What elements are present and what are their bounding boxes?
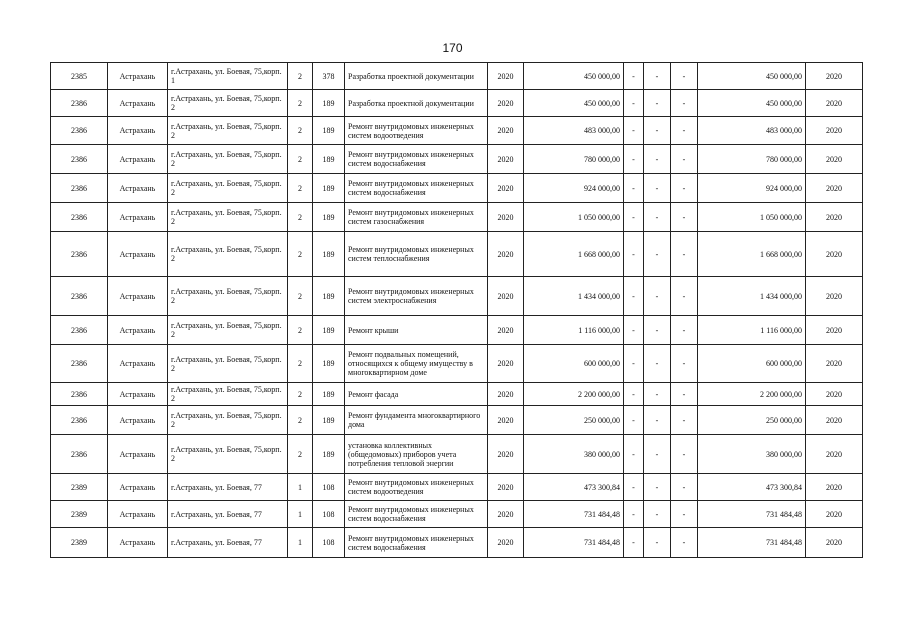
work-type-cell: Ремонт внутридомовых инженерных систем водоотведения bbox=[345, 117, 488, 145]
dash-2-cell: - bbox=[644, 232, 671, 277]
city-cell: Астрахань bbox=[108, 277, 168, 316]
work-type-cell: Ремонт внутридомовых инженерных систем газоснабжения bbox=[345, 203, 488, 232]
building-count-cell: 2 bbox=[288, 435, 313, 474]
dash-3-cell: - bbox=[671, 501, 698, 528]
dash-1-cell: - bbox=[624, 406, 644, 435]
city-cell: Астрахань bbox=[108, 501, 168, 528]
total-amount-cell: 924 000,00 bbox=[698, 174, 806, 203]
building-count-cell: 2 bbox=[288, 117, 313, 145]
address-cell: г.Астрахань, ул. Боевая, 77 bbox=[168, 474, 288, 501]
dash-2-cell: - bbox=[644, 345, 671, 383]
end-year-cell: 2020 bbox=[806, 232, 863, 277]
dash-2-cell: - bbox=[644, 203, 671, 232]
row-id-cell: 2386 bbox=[51, 203, 108, 232]
city-cell: Астрахань bbox=[108, 232, 168, 277]
building-count-cell: 2 bbox=[288, 345, 313, 383]
dash-1-cell: - bbox=[624, 203, 644, 232]
dash-1-cell: - bbox=[624, 528, 644, 558]
table-row bbox=[51, 383, 863, 406]
year-cell: 2020 bbox=[488, 406, 524, 435]
row-id-cell: 2386 bbox=[51, 435, 108, 474]
total-amount-cell: 450 000,00 bbox=[698, 90, 806, 117]
amount-cell: 473 300,84 bbox=[524, 474, 624, 501]
total-amount-cell: 780 000,00 bbox=[698, 145, 806, 174]
table-row bbox=[51, 345, 863, 383]
dash-3-cell: - bbox=[671, 203, 698, 232]
dash-3-cell: - bbox=[671, 145, 698, 174]
address-cell: г.Астрахань, ул. Боевая, 75,корп. 2 bbox=[168, 232, 288, 277]
table-row bbox=[51, 203, 863, 232]
building-count-cell: 2 bbox=[288, 406, 313, 435]
address-cell: г.Астрахань, ул. Боевая, 75,корп. 2 bbox=[168, 117, 288, 145]
dash-3-cell: - bbox=[671, 528, 698, 558]
row-id-cell: 2386 bbox=[51, 232, 108, 277]
building-count-cell: 2 bbox=[288, 277, 313, 316]
apartment-count-cell: 189 bbox=[313, 277, 345, 316]
amount-cell: 250 000,00 bbox=[524, 406, 624, 435]
dash-1-cell: - bbox=[624, 435, 644, 474]
address-cell: г.Астрахань, ул. Боевая, 75,корп. 2 bbox=[168, 90, 288, 117]
work-type-cell: Ремонт внутридомовых инженерных систем водоснабжения bbox=[345, 528, 488, 558]
address-cell: г.Астрахань, ул. Боевая, 75,корп. 2 bbox=[168, 383, 288, 406]
table-row bbox=[51, 90, 863, 117]
year-cell: 2020 bbox=[488, 501, 524, 528]
apartment-count-cell: 189 bbox=[313, 406, 345, 435]
end-year-cell: 2020 bbox=[806, 277, 863, 316]
page-number: 170 bbox=[442, 41, 463, 55]
year-cell: 2020 bbox=[488, 528, 524, 558]
row-id-cell: 2386 bbox=[51, 90, 108, 117]
dash-2-cell: - bbox=[644, 316, 671, 345]
end-year-cell: 2020 bbox=[806, 528, 863, 558]
dash-3-cell: - bbox=[671, 232, 698, 277]
table-row bbox=[51, 117, 863, 145]
table-row bbox=[51, 174, 863, 203]
table-row bbox=[51, 406, 863, 435]
apartment-count-cell: 189 bbox=[313, 383, 345, 406]
amount-cell: 2 200 000,00 bbox=[524, 383, 624, 406]
end-year-cell: 2020 bbox=[806, 90, 863, 117]
dash-2-cell: - bbox=[644, 63, 671, 90]
apartment-count-cell: 189 bbox=[313, 90, 345, 117]
year-cell: 2020 bbox=[488, 474, 524, 501]
city-cell: Астрахань bbox=[108, 117, 168, 145]
work-type-cell: Разработка проектной документации bbox=[345, 90, 488, 117]
amount-cell: 380 000,00 bbox=[524, 435, 624, 474]
building-count-cell: 2 bbox=[288, 90, 313, 117]
row-id-cell: 2386 bbox=[51, 383, 108, 406]
total-amount-cell: 473 300,84 bbox=[698, 474, 806, 501]
table-row bbox=[51, 145, 863, 174]
address-cell: г.Астрахань, ул. Боевая, 75,корп. 2 bbox=[168, 203, 288, 232]
amount-cell: 1 668 000,00 bbox=[524, 232, 624, 277]
amount-cell: 1 116 000,00 bbox=[524, 316, 624, 345]
year-cell: 2020 bbox=[488, 316, 524, 345]
building-count-cell: 2 bbox=[288, 316, 313, 345]
end-year-cell: 2020 bbox=[806, 63, 863, 90]
year-cell: 2020 bbox=[488, 203, 524, 232]
total-amount-cell: 2 200 000,00 bbox=[698, 383, 806, 406]
apartment-count-cell: 189 bbox=[313, 435, 345, 474]
apartment-count-cell: 378 bbox=[313, 63, 345, 90]
dash-3-cell: - bbox=[671, 63, 698, 90]
dash-1-cell: - bbox=[624, 474, 644, 501]
amount-cell: 731 484,48 bbox=[524, 501, 624, 528]
capital-repair-table bbox=[50, 62, 863, 558]
amount-cell: 1 434 000,00 bbox=[524, 277, 624, 316]
year-cell: 2020 bbox=[488, 383, 524, 406]
table-row bbox=[51, 474, 863, 501]
city-cell: Астрахань bbox=[108, 528, 168, 558]
dash-2-cell: - bbox=[644, 174, 671, 203]
table-row bbox=[51, 435, 863, 474]
work-type-cell: установка коллективных (общедомовых) приборов учета потребления тепловой энергии bbox=[345, 435, 488, 474]
address-cell: г.Астрахань, ул. Боевая, 75,корп. 2 bbox=[168, 345, 288, 383]
address-cell: г.Астрахань, ул. Боевая, 75,корп. 2 bbox=[168, 406, 288, 435]
year-cell: 2020 bbox=[488, 435, 524, 474]
total-amount-cell: 483 000,00 bbox=[698, 117, 806, 145]
city-cell: Астрахань bbox=[108, 203, 168, 232]
building-count-cell: 2 bbox=[288, 63, 313, 90]
table-body bbox=[51, 63, 863, 558]
apartment-count-cell: 189 bbox=[313, 117, 345, 145]
end-year-cell: 2020 bbox=[806, 345, 863, 383]
end-year-cell: 2020 bbox=[806, 117, 863, 145]
row-id-cell: 2386 bbox=[51, 406, 108, 435]
city-cell: Астрахань bbox=[108, 474, 168, 501]
address-cell: г.Астрахань, ул. Боевая, 75,корп. 2 bbox=[168, 174, 288, 203]
dash-2-cell: - bbox=[644, 145, 671, 174]
dash-2-cell: - bbox=[644, 383, 671, 406]
year-cell: 2020 bbox=[488, 277, 524, 316]
city-cell: Астрахань bbox=[108, 174, 168, 203]
building-count-cell: 1 bbox=[288, 528, 313, 558]
apartment-count-cell: 189 bbox=[313, 145, 345, 174]
row-id-cell: 2386 bbox=[51, 345, 108, 383]
dash-2-cell: - bbox=[644, 528, 671, 558]
work-type-cell: Ремонт внутридомовых инженерных систем теплоснабжения bbox=[345, 232, 488, 277]
amount-cell: 780 000,00 bbox=[524, 145, 624, 174]
building-count-cell: 2 bbox=[288, 174, 313, 203]
row-id-cell: 2386 bbox=[51, 316, 108, 345]
dash-3-cell: - bbox=[671, 383, 698, 406]
table-row bbox=[51, 277, 863, 316]
end-year-cell: 2020 bbox=[806, 316, 863, 345]
amount-cell: 450 000,00 bbox=[524, 63, 624, 90]
dash-1-cell: - bbox=[624, 383, 644, 406]
total-amount-cell: 250 000,00 bbox=[698, 406, 806, 435]
dash-1-cell: - bbox=[624, 316, 644, 345]
work-type-cell: Ремонт фундамента многоквартирного дома bbox=[345, 406, 488, 435]
dash-3-cell: - bbox=[671, 474, 698, 501]
total-amount-cell: 1 668 000,00 bbox=[698, 232, 806, 277]
building-count-cell: 2 bbox=[288, 383, 313, 406]
row-id-cell: 2389 bbox=[51, 501, 108, 528]
total-amount-cell: 1 050 000,00 bbox=[698, 203, 806, 232]
end-year-cell: 2020 bbox=[806, 435, 863, 474]
work-type-cell: Ремонт внутридомовых инженерных систем водоснабжения bbox=[345, 145, 488, 174]
address-cell: г.Астрахань, ул. Боевая, 75,корп. 2 bbox=[168, 435, 288, 474]
building-count-cell: 1 bbox=[288, 474, 313, 501]
dash-2-cell: - bbox=[644, 277, 671, 316]
building-count-cell: 1 bbox=[288, 501, 313, 528]
dash-1-cell: - bbox=[624, 117, 644, 145]
year-cell: 2020 bbox=[488, 63, 524, 90]
total-amount-cell: 450 000,00 bbox=[698, 63, 806, 90]
apartment-count-cell: 189 bbox=[313, 232, 345, 277]
city-cell: Астрахань bbox=[108, 406, 168, 435]
year-cell: 2020 bbox=[488, 90, 524, 117]
total-amount-cell: 731 484,48 bbox=[698, 501, 806, 528]
dash-1-cell: - bbox=[624, 501, 644, 528]
apartment-count-cell: 108 bbox=[313, 528, 345, 558]
row-id-cell: 2386 bbox=[51, 277, 108, 316]
dash-2-cell: - bbox=[644, 474, 671, 501]
city-cell: Астрахань bbox=[108, 145, 168, 174]
apartment-count-cell: 108 bbox=[313, 501, 345, 528]
dash-3-cell: - bbox=[671, 277, 698, 316]
table-row bbox=[51, 63, 863, 90]
end-year-cell: 2020 bbox=[806, 406, 863, 435]
amount-cell: 731 484,48 bbox=[524, 528, 624, 558]
total-amount-cell: 1 434 000,00 bbox=[698, 277, 806, 316]
amount-cell: 600 000,00 bbox=[524, 345, 624, 383]
dash-2-cell: - bbox=[644, 117, 671, 145]
address-cell: г.Астрахань, ул. Боевая, 75,корп. 2 bbox=[168, 316, 288, 345]
work-type-cell: Ремонт внутридомовых инженерных систем электроснабжения bbox=[345, 277, 488, 316]
building-count-cell: 2 bbox=[288, 232, 313, 277]
dash-1-cell: - bbox=[624, 145, 644, 174]
address-cell: г.Астрахань, ул. Боевая, 75,корп. 2 bbox=[168, 277, 288, 316]
end-year-cell: 2020 bbox=[806, 203, 863, 232]
dash-3-cell: - bbox=[671, 174, 698, 203]
dash-1-cell: - bbox=[624, 174, 644, 203]
amount-cell: 483 000,00 bbox=[524, 117, 624, 145]
total-amount-cell: 600 000,00 bbox=[698, 345, 806, 383]
address-cell: г.Астрахань, ул. Боевая, 75,корп. 1 bbox=[168, 63, 288, 90]
address-cell: г.Астрахань, ул. Боевая, 77 bbox=[168, 501, 288, 528]
apartment-count-cell: 189 bbox=[313, 316, 345, 345]
apartment-count-cell: 108 bbox=[313, 474, 345, 501]
address-cell: г.Астрахань, ул. Боевая, 77 bbox=[168, 528, 288, 558]
year-cell: 2020 bbox=[488, 174, 524, 203]
total-amount-cell: 380 000,00 bbox=[698, 435, 806, 474]
end-year-cell: 2020 bbox=[806, 174, 863, 203]
work-type-cell: Ремонт внутридомовых инженерных систем водоотведения bbox=[345, 474, 488, 501]
dash-2-cell: - bbox=[644, 90, 671, 117]
total-amount-cell: 731 484,48 bbox=[698, 528, 806, 558]
dash-3-cell: - bbox=[671, 345, 698, 383]
dash-1-cell: - bbox=[624, 345, 644, 383]
apartment-count-cell: 189 bbox=[313, 345, 345, 383]
dash-2-cell: - bbox=[644, 501, 671, 528]
table-row bbox=[51, 232, 863, 277]
row-id-cell: 2386 bbox=[51, 145, 108, 174]
work-type-cell: Ремонт фасада bbox=[345, 383, 488, 406]
apartment-count-cell: 189 bbox=[313, 203, 345, 232]
row-id-cell: 2389 bbox=[51, 474, 108, 501]
year-cell: 2020 bbox=[488, 345, 524, 383]
dash-2-cell: - bbox=[644, 435, 671, 474]
amount-cell: 924 000,00 bbox=[524, 174, 624, 203]
city-cell: Астрахань bbox=[108, 90, 168, 117]
dash-3-cell: - bbox=[671, 435, 698, 474]
dash-1-cell: - bbox=[624, 90, 644, 117]
table-row bbox=[51, 501, 863, 528]
city-cell: Астрахань bbox=[108, 383, 168, 406]
total-amount-cell: 1 116 000,00 bbox=[698, 316, 806, 345]
work-type-cell: Ремонт подвальных помещений, относящихся к общему имуществу в многоквартирном доме bbox=[345, 345, 488, 383]
city-cell: Астрахань bbox=[108, 345, 168, 383]
dash-3-cell: - bbox=[671, 406, 698, 435]
city-cell: Астрахань bbox=[108, 316, 168, 345]
end-year-cell: 2020 bbox=[806, 501, 863, 528]
dash-1-cell: - bbox=[624, 232, 644, 277]
work-type-cell: Ремонт внутридомовых инженерных систем водоснабжения bbox=[345, 174, 488, 203]
year-cell: 2020 bbox=[488, 232, 524, 277]
dash-3-cell: - bbox=[671, 316, 698, 345]
amount-cell: 450 000,00 bbox=[524, 90, 624, 117]
city-cell: Астрахань bbox=[108, 435, 168, 474]
row-id-cell: 2386 bbox=[51, 174, 108, 203]
row-id-cell: 2385 bbox=[51, 63, 108, 90]
end-year-cell: 2020 bbox=[806, 145, 863, 174]
year-cell: 2020 bbox=[488, 117, 524, 145]
building-count-cell: 2 bbox=[288, 145, 313, 174]
work-type-cell: Разработка проектной документации bbox=[345, 63, 488, 90]
dash-1-cell: - bbox=[624, 277, 644, 316]
dash-3-cell: - bbox=[671, 90, 698, 117]
dash-2-cell: - bbox=[644, 406, 671, 435]
city-cell: Астрахань bbox=[108, 63, 168, 90]
dash-3-cell: - bbox=[671, 117, 698, 145]
dash-1-cell: - bbox=[624, 63, 644, 90]
end-year-cell: 2020 bbox=[806, 474, 863, 501]
amount-cell: 1 050 000,00 bbox=[524, 203, 624, 232]
apartment-count-cell: 189 bbox=[313, 174, 345, 203]
work-type-cell: Ремонт внутридомовых инженерных систем водоснабжения bbox=[345, 501, 488, 528]
table-row bbox=[51, 316, 863, 345]
building-count-cell: 2 bbox=[288, 203, 313, 232]
address-cell: г.Астрахань, ул. Боевая, 75,корп. 2 bbox=[168, 145, 288, 174]
year-cell: 2020 bbox=[488, 145, 524, 174]
row-id-cell: 2389 bbox=[51, 528, 108, 558]
table-row bbox=[51, 528, 863, 558]
row-id-cell: 2386 bbox=[51, 117, 108, 145]
end-year-cell: 2020 bbox=[806, 383, 863, 406]
work-type-cell: Ремонт крыши bbox=[345, 316, 488, 345]
